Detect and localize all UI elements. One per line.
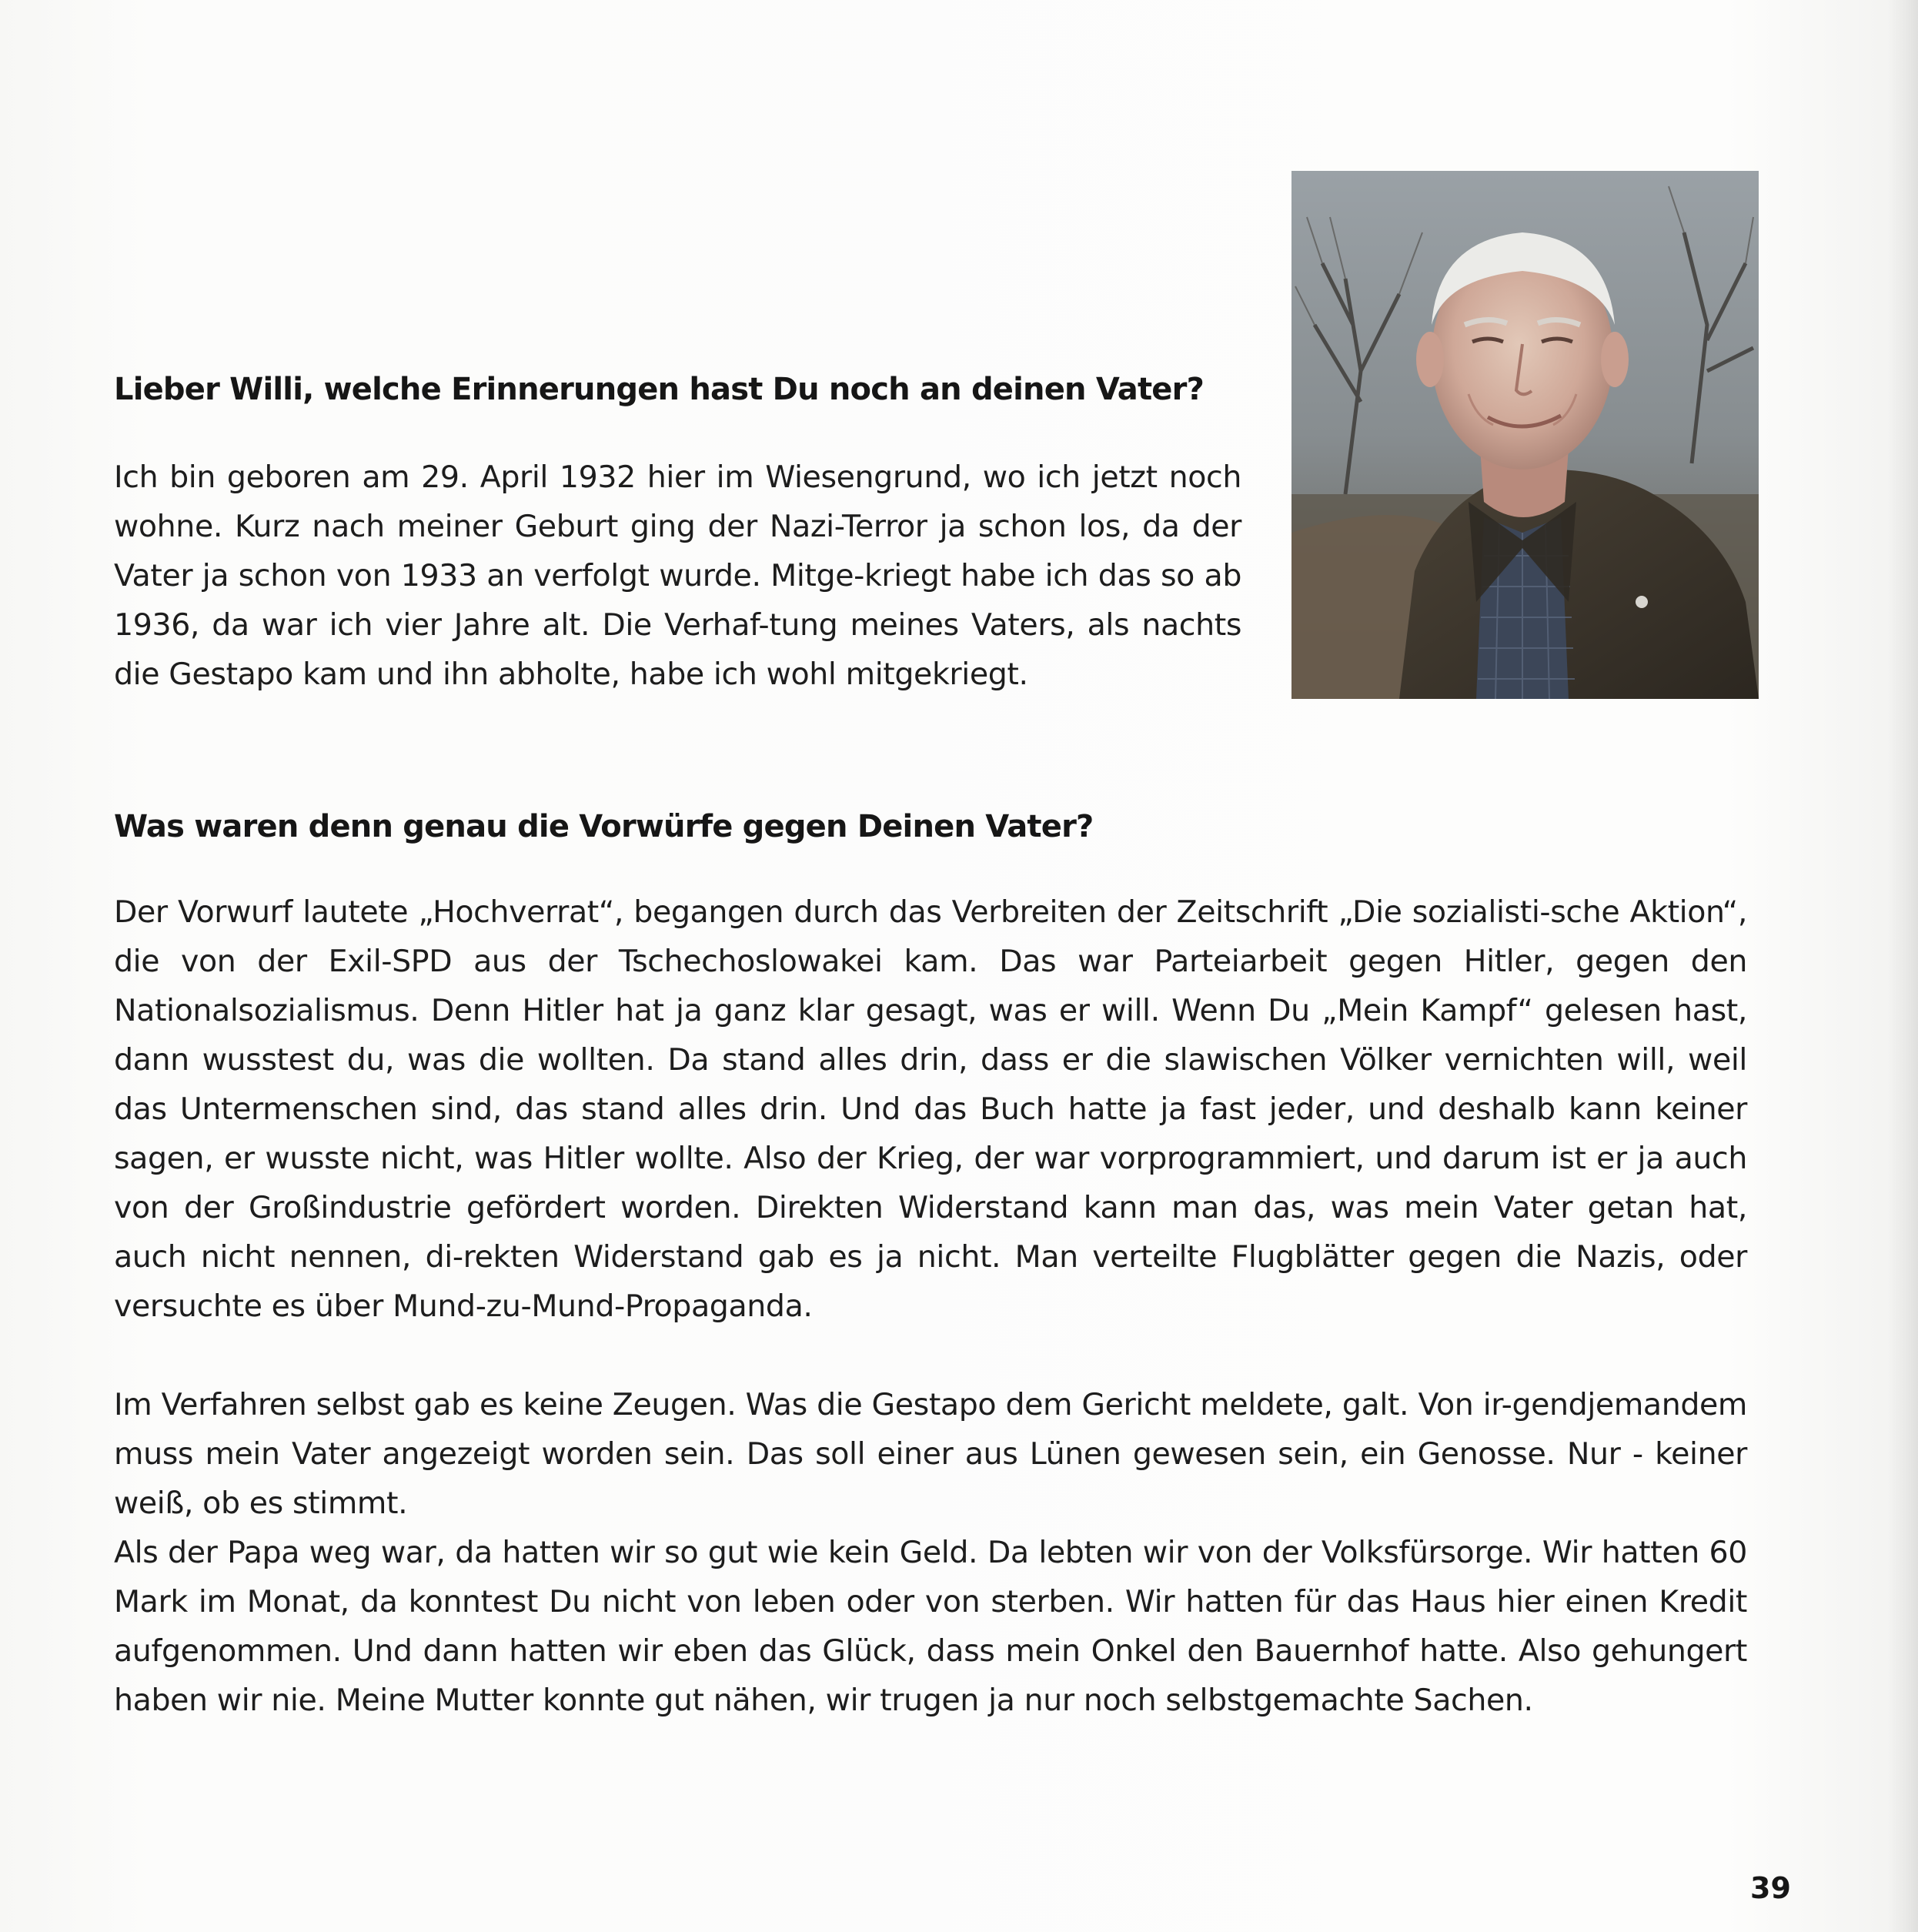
portrait-photo <box>1291 171 1759 699</box>
answer-3-paragraph: Im Verfahren selbst gab es keine Zeugen. Was die Gestapo dem Gericht meldete, galt. Von ir-gendjemandem muss mein Vater angezeigt worden sein. Das soll einer aus Lünen gewesen sein, ein Genosse. Nur - keiner weiß, ob es stimmt. <box>114 1387 1747 1521</box>
answer-2-paragraph: Der Vorwurf lautete „Hochverrat“, begangen durch das Verbreiten der Zeitschrift „Die sozialisti-sche Aktion“, die von der Exil-SPD aus der Tschechoslowakei kam. Das war Parteiarbeit gegen Hitler, gegen den Nationalsozialismus. Denn Hitler hat ja ganz klar gesagt, was er will. Wenn Du „Mein Kampf“ gelesen hast, dann wusstest du, was die wollten. Da stand alles drin, dass er die slawischen Völker vernichten will, weil das Untermenschen sind, das stand alles drin. Und das Buch hatte ja fast jeder, und deshalb kann keiner sagen, er wusste nicht, was Hitler wollte. Also der Krieg, der war vorprogrammiert, und darum ist er ja auch von der Großindustrie gefördert worden. Direkten Widerstand kann man das, was mein Vater getan hat, auch nicht nennen, di-rekten Widerstand gab es ja nicht. Man verteilte Flugblätter gegen die Nazis, oder versuchte es über Mund-zu-Mund-Propaganda. <box>114 894 1747 1324</box>
question-1-heading: Lieber Willi, welche Erinnerungen hast Du noch an deinen Vater? <box>114 372 1204 407</box>
answer-4-paragraph: Als der Papa weg war, da hatten wir so gut wie kein Geld. Da lebten wir von der Volksfürsorge. Wir hatten 60 Mark im Monat, da konntest Du nicht von leben oder von sterben. Wir hatten für das Haus hier einen Kredit aufgenommen. Und dann hatten wir eben das Glück, dass mein Onkel den Bauernhof hatte. Also gehungert haben wir nie. Meine Mutter konnte gut nähen, wir trugen ja nur noch selbstgemachte Sachen. <box>114 1535 1747 1718</box>
question-2-heading: Was waren denn genau die Vorwürfe gegen Deinen Vater? <box>114 809 1094 844</box>
page-edge-shadow <box>1887 0 1918 1932</box>
page-number: 39 <box>1750 1871 1791 1905</box>
answer-1-paragraph: Ich bin geboren am 29. April 1932 hier im Wiesengrund, wo ich jetzt noch wohne. Kurz nach meiner Geburt ging der Nazi-Terror ja schon los, da der Vater ja schon von 1933 an verfolgt wurde. Mitge-kriegt habe ich das so ab 1936, da war ich vier Jahre alt. Die Verhaf-tung meines Vaters, als nachts die Gestapo kam und ihn abholte, habe ich wohl mitgekriegt. <box>114 460 1241 692</box>
